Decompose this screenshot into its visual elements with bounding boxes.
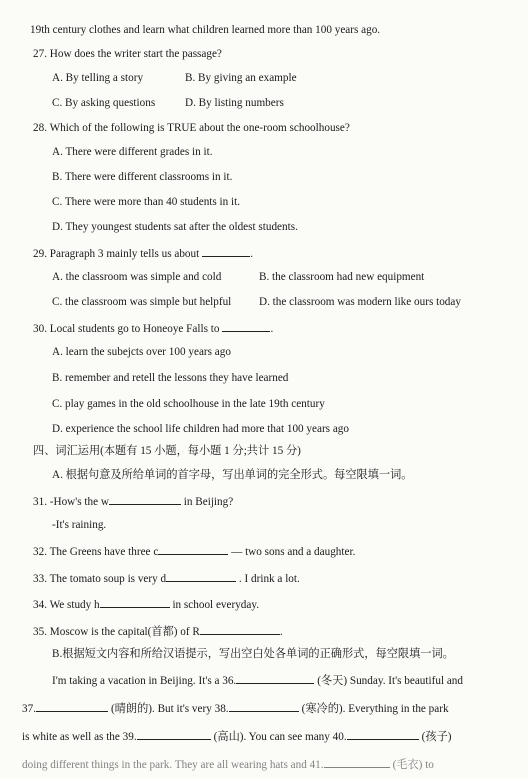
blank-37[interactable]: [36, 700, 108, 712]
q28-option-d[interactable]: D. They youngest students sat after the oldest students.: [52, 221, 298, 233]
q34-text: 34. We study h: [33, 599, 100, 611]
blank-38[interactable]: [229, 700, 299, 712]
q30-stem: [33, 320, 273, 336]
passage-text: (晴朗的). But it's very 38.: [110, 703, 229, 715]
q29-option-c[interactable]: C. the classroom was simple but helpful: [52, 296, 232, 308]
q33-text-end: . I drink a lot.: [236, 573, 300, 585]
passage-text: (孩子): [421, 731, 452, 743]
q30-option-a[interactable]: A. learn the subejcts over 100 years ago: [52, 346, 231, 358]
q30-stem-end: .: [270, 323, 274, 335]
q31-blank[interactable]: [109, 493, 181, 505]
q32-text: 32. The Greens have three c: [33, 546, 159, 558]
q30-option-c[interactable]: C. play games in the old schoolhouse in the late 19th century: [52, 398, 325, 410]
q31-text: 31. -How's the w: [33, 496, 109, 508]
q29-stem-end: .: [250, 248, 254, 260]
q27-option-b[interactable]: B. By giving an example: [185, 72, 297, 84]
q29-stem: [33, 245, 253, 261]
blank-41[interactable]: [324, 756, 390, 768]
q31-reply: -It's raining.: [52, 519, 107, 531]
q29-option-a[interactable]: A. the classroom was simple and cold: [52, 271, 222, 283]
q33-line: [33, 570, 300, 586]
q29-blank[interactable]: [202, 245, 250, 257]
q34-blank[interactable]: [100, 596, 170, 608]
blank-36[interactable]: [236, 672, 314, 684]
q30-option-d[interactable]: D. experience the school life children had more that 100 years ago: [52, 423, 349, 435]
passage-line-3: [22, 728, 451, 744]
q31-line: [33, 493, 233, 509]
q27-option-a[interactable]: A. By telling a story: [52, 72, 144, 84]
q27-stem: 27. How does the writer start the passage?: [33, 48, 222, 60]
q32-line: [33, 543, 355, 559]
passage-text: (高山). You can see many 40.: [213, 731, 347, 743]
q33-blank[interactable]: [166, 570, 236, 582]
q34-text-end: in school everyday.: [169, 599, 260, 611]
section4-heading: 四、词汇运用(本题有 15 小题，每小题 1 分;共计 15 分): [33, 445, 301, 457]
q34-line: [33, 596, 259, 612]
passage-line-2: [22, 700, 449, 716]
q30-option-b[interactable]: B. remember and retell the lessons they have learned: [52, 372, 289, 384]
passage-text: (寒冷的). Everything in the park: [301, 703, 449, 715]
part-b-instruction: B.根据短文内容和所给汉语提示，写出空白处各单词的正确形式，每空限填一词。: [52, 648, 454, 660]
q32-text-end: — two sons and a daughter.: [228, 546, 356, 558]
q28-option-a[interactable]: A. There were different grades in it.: [52, 146, 213, 158]
passage-text: (冬天) Sunday. It's beautiful and: [317, 675, 463, 687]
passage-text: 37.: [22, 703, 36, 715]
q28-option-b[interactable]: B. There were different classrooms in it.: [52, 171, 233, 183]
q29-option-b[interactable]: B. the classroom had new equipment: [259, 271, 425, 283]
passage-text: (毛衣) to: [392, 759, 434, 771]
q35-text: 35. Moscow is the capital(首都) of R: [33, 626, 200, 638]
q35-line: [33, 623, 283, 639]
q35-text-end: .: [279, 626, 283, 638]
q30-blank[interactable]: [222, 320, 270, 332]
passage-line-4: [22, 756, 434, 772]
q35-blank[interactable]: [200, 623, 280, 635]
q28-option-c[interactable]: C. There were more than 40 students in it.: [52, 196, 241, 208]
q28-stem: 28. Which of the following is TRUE about the one-room schoolhouse?: [33, 122, 350, 134]
section4-part-a-instruction: A. 根据句意及所给单词的首字母，写出单词的完全形式。每空限填一词。: [52, 469, 413, 481]
q27-option-c[interactable]: C. By asking questions: [52, 97, 156, 109]
passage-text: I'm taking a vacation in Beijing. It's a 36.: [52, 675, 237, 687]
blank-39[interactable]: [137, 728, 211, 740]
intro-tail: 19th century clothes and learn what children learned more than 100 years ago.: [30, 24, 381, 36]
q31-text-end: in Beijing?: [180, 496, 234, 508]
q29-option-d[interactable]: D. the classroom was modern like ours today: [259, 296, 461, 308]
q29-stem-text: 29. Paragraph 3 mainly tells us about: [33, 248, 200, 260]
q32-blank[interactable]: [158, 543, 228, 555]
blank-40[interactable]: [347, 728, 419, 740]
passage-line-1: [52, 672, 463, 688]
passage-text: is white as well as the 39.: [22, 731, 137, 743]
q30-stem-text: 30. Local students go to Honeoye Falls to: [33, 323, 220, 335]
q33-text: 33. The tomato soup is very d: [33, 573, 167, 585]
q27-option-d[interactable]: D. By listing numbers: [185, 97, 284, 109]
passage-text: doing different things in the park. They are all wearing hats and 41.: [22, 759, 324, 771]
